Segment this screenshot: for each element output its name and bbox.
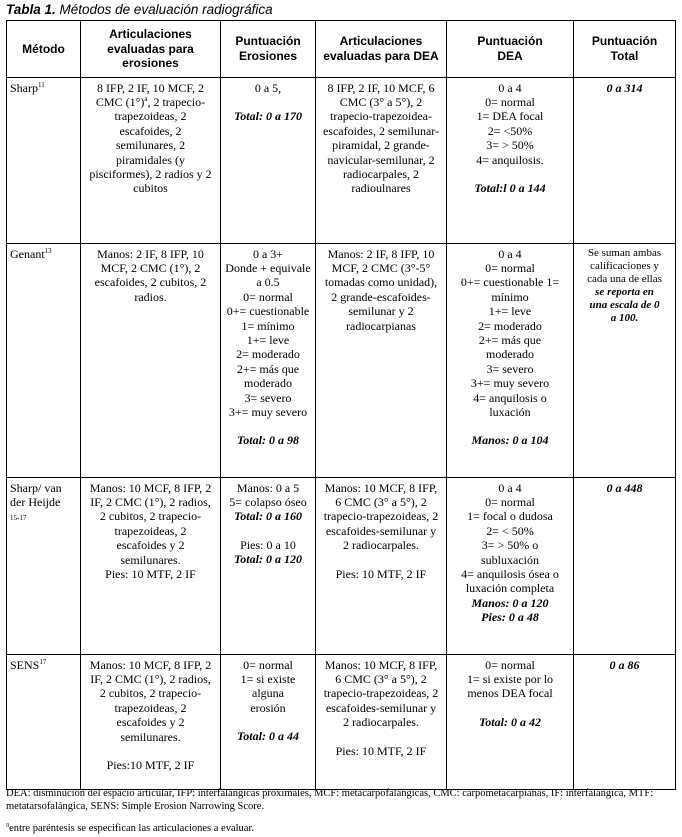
caption-title: Métodos de evaluación radiográfica — [59, 2, 273, 17]
erosion-score-cell: 0 a 3+ Donde + equivale a 0.5 0= normal 0+= cuestionable 1= mínimo 1+= leve 2= moderado 2+= más que moderado 3= severo 3+= muy severo Total: 0 a 98 — [221, 243, 316, 477]
method-cell: SENS$^{17}$ — [7, 654, 81, 789]
erosion-score-cell: Manos: 0 a 5 5= colapso óseo Total: 0 a 160 Pies: 0 a 10 Total: 0 a 120 — [221, 477, 316, 654]
footnote-a: $^a$entre paréntesis se especifican las articulaciones a evaluar. — [6, 820, 254, 834]
dea-score-cell: 0= normal 1= si existe por lo menos DEA focal Total: 0 a 42 — [447, 654, 574, 789]
total-score-cell: 0 a 448 — [574, 477, 676, 654]
dea-score-cell: 0 a 4 0= normal 0+= cuestionable 1= mínimo 1+= leve 2= moderado 2+= más que moderado 3= severo 3+= muy severo 4= anquilosis o luxación Manos: 0 a 104 — [447, 243, 574, 477]
header-row — [7, 21, 676, 78]
erosion-score-cell: 0= normal 1= si existe alguna erosión Total: 0 a 44 — [221, 654, 316, 789]
header-puntuacion-total: Puntuación Total — [574, 21, 676, 78]
footnote-abbreviations: DEA: disminución del espacio articular, IFP: interfalángicas proximales, MCF: metacarpofalángicas, CMC: carpometacarpianas, IF: interfalángica, MTF: metatarsofalángica, SENS: Simple Erosion Narrowing Score. — [6, 788, 654, 812]
radiographic-methods-table — [6, 20, 676, 790]
dea-score-cell: 0 a 4 0= normal 1= DEA focal 2= <50% 3= > 50% 4= anquilosis. Total:l 0 a 144 — [447, 77, 574, 243]
dea-joints-cell: Manos: 10 MCF, 8 IFP, 6 CMC (3° a 5°), 2 trapecio-trapezoideas, 2 escafoides-semilunar y 2 radiocarpales. Pies: 10 MTF, 2 IF — [316, 654, 447, 789]
header-puntuacion-dea: Puntuación DEA — [447, 21, 574, 78]
erosion-joints-cell: Manos: 10 MCF, 8 IFP, 2 IF, 2 CMC (1°), 2 radios, 2 cubitos, 2 trapecio- trapezoideas, 2 escafoides y 2 semilunares. Pies: 10 MTF, 2 IF — [81, 477, 221, 654]
erosion-joints-cell: 8 IFP, 2 IF, 10 MCF, 2 CMC $(1^\circ)^a$, 2 trapecio- trapezoideas, 2 escafoides, 2 semilunares, 2 piramidales (y pisciformes), 2 radios y 2 cubitos — [81, 77, 221, 243]
header-puntuacion-erosiones: Puntuación Erosiones — [221, 21, 316, 78]
table-row-genant — [7, 243, 676, 477]
total-score-cell: 0 a 314 — [574, 77, 676, 243]
total-score-cell: 0 a 86 — [574, 654, 676, 789]
caption-label: Tabla 1. — [6, 2, 56, 17]
table-row-sens — [7, 654, 676, 789]
dea-joints-cell: 8 IFP, 2 IF, 10 MCF, 6 CMC (3° a 5°), 2 trapecio-trapezoidea- escafoides, 2 semilunar- piramidal, 2 grande- navicular-semilunar, 2 radiocarpales, 2 radioulnares — [316, 77, 447, 243]
table-caption — [6, 2, 273, 17]
total-score-cell: Se suman ambas calificaciones y cada una de ellas se reporta en una escala de 0 a 100. — [574, 243, 676, 477]
erosion-score-cell: 0 a 5, Total: 0 a 170 — [221, 77, 316, 243]
dea-joints-cell: Manos: 10 MCF, 8 IFP, 6 CMC (3° a 5°), 2 trapecio-trapezoideas, 2 escafoides-semilunar y 2 radiocarpales. Pies: 10 MTF, 2 IF — [316, 477, 447, 654]
header-metodo: Método — [7, 21, 81, 78]
table-row-sharp-van-der-heijde — [7, 477, 676, 654]
method-cell: Genant$^{13}$ — [7, 243, 81, 477]
erosion-joints-cell: Manos: 10 MCF, 8 IFP, 2 IF, 2 CMC (1°), 2 radios, 2 cubitos, 2 trapecio- trapezoideas, 2 escafoides y 2 semilunares. Pies:10 MTF, 2 IF — [81, 654, 221, 789]
dea-joints-cell: Manos: 2 IF, 8 IFP, 10 MCF, 2 CMC (3°-5° tomadas como unidad), 2 grande-escafoides- semilunar y 2 radiocarpianas — [316, 243, 447, 477]
dea-score-cell: 0 a 4 0= normal 1= focal o dudosa 2= < 50% 3= > 50% o subluxación 4= anquilosis ósea o luxación completa Manos: 0 a 120 Pies: 0 a 48 — [447, 477, 574, 654]
erosion-joints-cell: Manos: 2 IF, 8 IFP, 10 MCF, 2 CMC (1°), 2 escafoides, 2 cubitos, 2 radios. — [81, 243, 221, 477]
header-articulaciones-dea: Articulaciones evaluadas para DEA — [316, 21, 447, 78]
method-cell: Sharp$^{11}$ — [7, 77, 81, 243]
header-articulaciones-erosiones: Articulaciones evaluadas para erosiones — [81, 21, 221, 78]
table-row-sharp — [7, 77, 676, 243]
method-cell: Sharp/ van der Heijde 15-17 — [7, 477, 81, 654]
